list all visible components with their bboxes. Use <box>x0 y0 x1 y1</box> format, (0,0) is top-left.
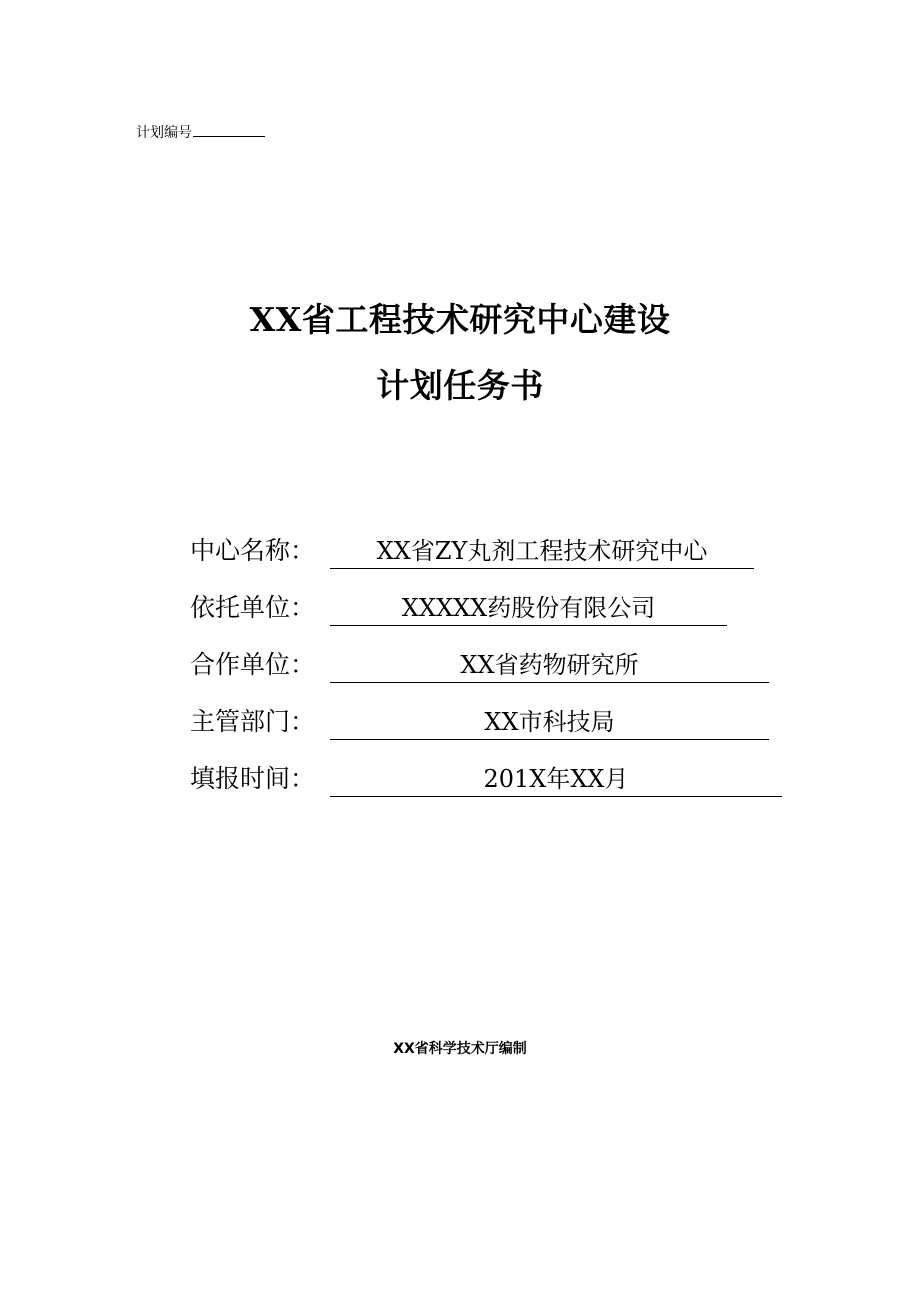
field-label: 填报时间： <box>190 764 316 793</box>
field-value: XX市科技局 <box>330 705 769 740</box>
document-title-line-2: 计划任务书 <box>376 366 544 405</box>
field-value: XX省ZY丸剂工程技术研究中心 <box>330 534 754 569</box>
field-value: 201X年XX月 <box>330 762 782 797</box>
field-label: 合作单位： <box>190 650 316 679</box>
plan-number <box>136 122 265 142</box>
field-label: 中心名称： <box>190 536 316 565</box>
issuer-footer: XX省科学技术厅编制 <box>393 1041 527 1057</box>
field-value: XXXXX药股份有限公司 <box>330 591 727 626</box>
field-label: 主管部门： <box>190 707 316 736</box>
field-value: XX省药物研究所 <box>330 648 769 683</box>
field-label: 依托单位： <box>190 593 316 622</box>
plan-number-label: 计划编号 <box>136 125 192 141</box>
plan-number-blank <box>193 122 265 137</box>
document-title-line-1: XX省工程技术研究中心建设 <box>249 300 671 339</box>
